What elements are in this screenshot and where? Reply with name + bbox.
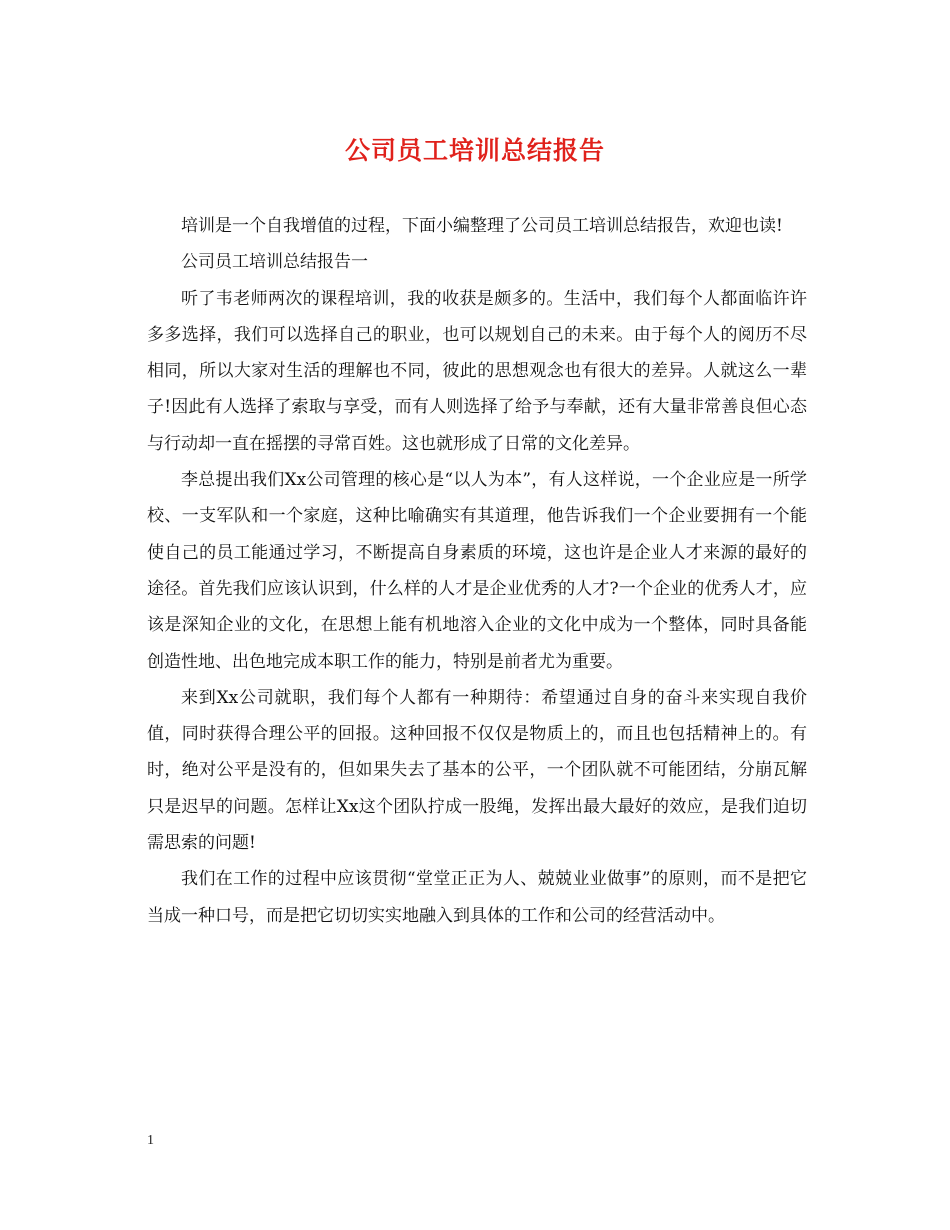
paragraph: 李总提出我们Xx公司管理的核心是“以人为本”，有人这样说，一个企业应是一所学校、一支军队和一个家庭，这种比喻确实有其道理，他告诉我们一个企业要拥有一个能使自己的员工能通过学习，不断提高自身素质的环境，这也许是企业人才来源的最好的途径。首先我们应该认识到，什么样的人才是企业优秀的人才?一个企业的优秀人才，应该是深知企业的文化，在思想上能有机地溶入企业的文化中成为一个整体，同时具备能创造性地、出色地完成本职工作的能力，特别是前者尤为重要。 — [147, 470, 807, 672]
paragraph-intro: 培训是一个自我增值的过程，下面小编整理了公司员工培训总结报告，欢迎也读! — [181, 216, 783, 236]
paragraph: 我们在工作的过程中应该贯彻“堂堂正正为人、兢兢业业做事”的原则，而不是把它当成一种口号，而是把它切切实实地融入到具体的工作和公司的经营活动中。 — [147, 869, 807, 926]
document-title: 公司员工培训总结报告 — [344, 136, 605, 165]
paragraph: 来到Xx公司就职，我们每个人都有一种期待：希望通过自身的奋斗来实现自我价值，同时获得合理公平的回报。这种回报不仅仅是物质上的，而且也包括精神上的。有时，绝对公平是没有的，但如果失去了基本的公平，一个团队就不可能团结，分崩瓦解只是迟早的问题。怎样让Xx这个团队拧成一股绳，发挥出最大最好的效应，是我们迫切需思索的问题! — [147, 687, 807, 854]
paragraph: 听了韦老师两次的课程培训，我的收获是颇多的。生活中，我们每个人都面临许许多多选择，我们可以选择自己的职业，也可以规划自己的未来。由于每个人的阅历不尽相同，所以大家对生活的理解也不同，彼此的思想观念也有很大的差异。人就这么一辈子!因此有人选择了索取与享受，而有人则选择了给予与奉献，还有大量非常善良但心态与行动却一直在摇摆的寻常百姓。这也就形成了日常的文化差异。 — [147, 288, 807, 454]
section-heading: 公司员工培训总结报告一 — [181, 252, 368, 273]
page-number: 1 — [147, 1133, 154, 1148]
document-body — [147, 208, 807, 934]
